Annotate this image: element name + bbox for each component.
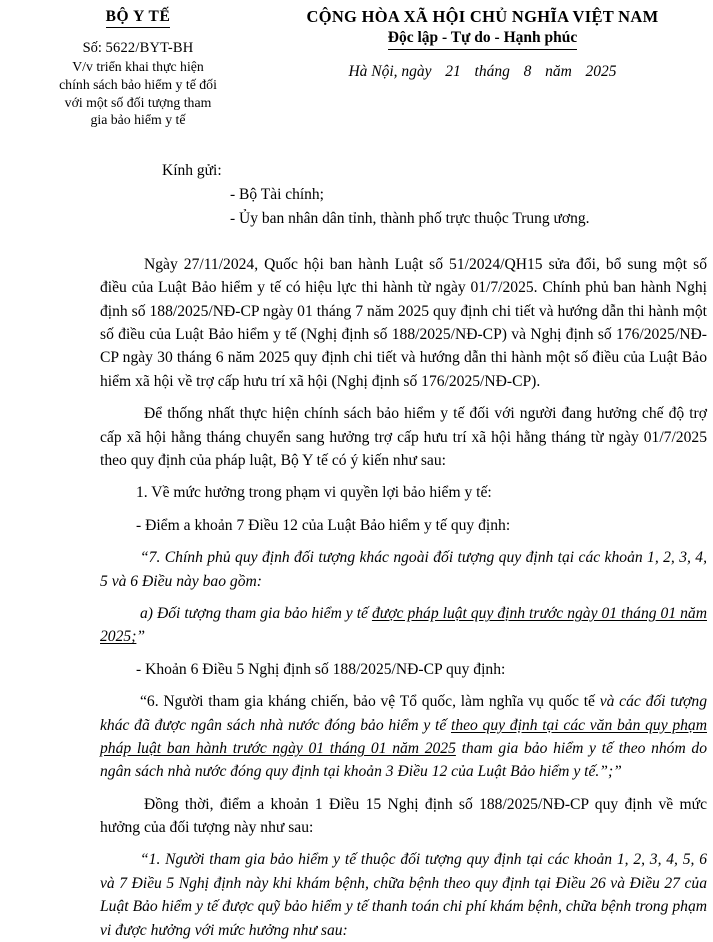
quote-2-upright: “6. Người tham gia kháng chiến, bảo vệ Tổ quốc, làm nghĩa vụ quốc tế xyxy=(140,693,600,711)
quote-1a-underlined: được pháp luật quy định trước ngày 01 tháng 01 năm 2025; xyxy=(100,604,707,646)
header-right-block xyxy=(276,6,713,81)
quote-2-underlined: theo quy định tại các văn bản quy phạm pháp luật ban hành trước ngày 01 tháng 01 năm 2025 xyxy=(100,716,707,757)
body-quote-3: “1. Người tham gia bảo hiểm y tế thuộc đối tượng quy định tại các khoản 1, 2, 3, 4, 5, 6 và 7 Điều 5 Nghị định này khi khám bệnh, chữa bệnh theo quy định tại Điều 26 và Điều 27 của Luật Bảo hiểm y tế được quỹ bảo hiểm y tế thanh toán chi phí khám bệnh, chữa bệnh trong phạm vi được hưởng với mức hưởng như sau: xyxy=(100,851,707,939)
subject-line-1: V/v triển khai thực hiện xyxy=(72,59,204,75)
document-header xyxy=(0,6,713,129)
body-quote-1: “7. Chính phủ quy định đối tượng khác ngoài đối tượng quy định tại các khoản 1, 2, 3, 4, 5 và 6 Điều này bao gồm: xyxy=(100,549,707,590)
quote-2-italic-first: và các đối tượng khác đã được ngân sách nhà nước đóng bảo hiểm y tế xyxy=(100,693,708,734)
date-month: 8 xyxy=(523,62,532,80)
document-number-label: Số: xyxy=(82,39,102,56)
body-section-1-heading: 1. Về mức hưởng trong phạm vi quyền lợi bảo hiểm y tế: xyxy=(136,484,492,502)
recipient-item: - Bộ Tài chính; xyxy=(230,185,324,203)
date-day: 21 xyxy=(445,62,461,80)
body-quote-2 xyxy=(0,690,713,784)
quote-2-italic-second: tham gia bảo hiểm y tế theo nhóm do ngân sách nhà nước đóng quy định tại khoản 3 Điều 12 của Luật Bảo hiểm y tế.”;” xyxy=(100,739,707,781)
quote-1a-tail: ” xyxy=(136,628,146,646)
body-reference-1: - Điểm a khoản 7 Điều 12 của Luật Bảo hiểm y tế quy định: xyxy=(136,516,511,534)
place-and-date xyxy=(276,63,689,82)
body-paragraph-2: Để thống nhất thực hiện chính sách bảo hiểm y tế đối với người đang hưởng chế độ trợ cấp xã hội hằng tháng chuyển sang hưởng trợ cấp hưu trí xã hội hằng tháng từ ngày 01/7/2025 theo quy định của pháp luật, Bộ Y tế có ý kiến như sau: xyxy=(100,405,707,469)
date-month-label: tháng xyxy=(474,62,510,80)
country-name: CỘNG HÒA XÃ HỘI CHỦ NGHĨA VIỆT NAM xyxy=(306,7,659,26)
subject-line-2: chính sách bảo hiểm y tế đối xyxy=(59,76,217,92)
subject-line-4: gia bảo hiểm y tế xyxy=(90,112,186,128)
date-year-label: năm xyxy=(545,62,572,80)
subject-line-3: với một số đối tượng tham xyxy=(64,94,212,110)
issuing-organization: BỘ Y TẾ xyxy=(106,8,171,28)
document-body xyxy=(0,253,713,942)
recipients-list xyxy=(162,183,713,231)
document-subject xyxy=(0,58,276,129)
recipients-block xyxy=(0,159,713,231)
body-reference-2: - Khoản 6 Điều 5 Nghị định số 188/2025/NĐ-CP quy định: xyxy=(136,660,506,678)
body-quote-1a xyxy=(0,602,713,649)
recipient-item: - Ủy ban nhân dân tỉnh, thành phố trực thuộc Trung ương. xyxy=(230,209,590,227)
document-number xyxy=(0,40,276,57)
header-left-block xyxy=(0,6,276,129)
date-year: 2025 xyxy=(585,62,617,80)
body-paragraph-3: Đồng thời, điểm a khoản 1 Điều 15 Nghị định số 188/2025/NĐ-CP quy định về mức hưởng của đối tượng này như sau: xyxy=(100,795,707,837)
body-paragraph-1: Ngày 27/11/2024, Quốc hội ban hành Luật số 51/2024/QH15 sửa đổi, bổ sung một số điều của Luật Bảo hiểm y tế có hiệu lực thi hành từ ngày 01/7/2025. Chính phủ ban hành Nghị định số 188/2025/NĐ-CP ngày 01 tháng 7 năm 2025 quy định chi tiết và hướng dẫn thi hành một số điều của Luật Bảo hiểm y tế (Nghị định số 188/2025/NĐ-CP) và Nghị định số 176/2025/NĐ-CP ngày 30 tháng 6 năm 2025 quy định chi tiết và hướng dẫn thi hành một số điều của Luật Bảo hiểm xã hội về trợ cấp hưu trí xã hội (Nghị định số 176/2025/NĐ-CP). xyxy=(100,255,707,390)
quote-1a-plain: a) Đối tượng tham gia bảo hiểm y tế xyxy=(140,604,372,622)
recipients-label: Kính gửi: xyxy=(162,161,222,179)
date-city: Hà Nội, ngày xyxy=(348,62,432,80)
document-number-value: 5622/BYT-BH xyxy=(105,39,194,56)
national-motto: Độc lập - Tự do - Hạnh phúc xyxy=(388,29,577,50)
